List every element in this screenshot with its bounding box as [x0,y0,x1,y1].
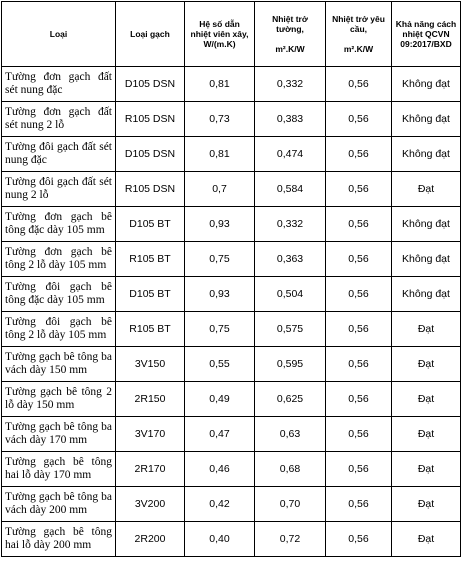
cell-brick-type: 2R150 [116,382,185,417]
cell-wall-resistance: 0,474 [255,137,326,172]
cell-wall-type: Tường đôi gạch bê tông 2 lỗ dày 105 mm [2,312,116,347]
table-body [2,67,461,557]
cell-brick-type: D105 BT [116,207,185,242]
cell-wall-type: Tường gạch bê tông hai lỗ dày 170 mm [2,452,116,487]
table-row [2,172,461,207]
cell-wall-type: Tường gạch bê tông 2 lỗ dày 150 mm [2,382,116,417]
cell-wall-resistance: 0,72 [255,522,326,557]
cell-result: Không đạt [392,277,461,312]
table-row [2,312,461,347]
cell-result: Không đạt [392,67,461,102]
cell-wall-type: Tường đôi gạch đất sét nung 2 lỗ [2,172,116,207]
cell-conductivity: 0,75 [185,242,255,277]
cell-wall-resistance: 0,595 [255,347,326,382]
cell-result: Đạt [392,172,461,207]
cell-conductivity: 0,47 [185,417,255,452]
cell-wall-resistance: 0,63 [255,417,326,452]
cell-result: Đạt [392,417,461,452]
cell-brick-type: 2R170 [116,452,185,487]
cell-result: Đạt [392,522,461,557]
header-brick-type: Loại gạch [116,2,185,67]
table-row [2,487,461,522]
header-conductivity [185,2,255,67]
cell-wall-resistance: 0,383 [255,102,326,137]
table-row [2,277,461,312]
cell-conductivity: 0,40 [185,522,255,557]
cell-required-resistance: 0,56 [326,137,392,172]
cell-required-resistance: 0,56 [326,102,392,137]
cell-wall-type: Tường gạch bê tông ba vách dày 150 mm [2,347,116,382]
table-row [2,522,461,557]
cell-required-resistance: 0,56 [326,207,392,242]
cell-wall-type: Tường gạch bê tông hai lỗ dày 200 mm [2,522,116,557]
header-wall-resistance-unit: m².K/W [275,44,305,54]
cell-required-resistance: 0,56 [326,452,392,487]
cell-conductivity: 0,93 [185,207,255,242]
table-row [2,207,461,242]
cell-required-resistance: 0,56 [326,382,392,417]
cell-brick-type: D105 DSN [116,67,185,102]
header-wall-resistance-label: Nhiệt trở tường, [272,14,308,34]
cell-wall-type: Tường gạch bê tông ba vách dày 170 mm [2,417,116,452]
cell-result: Không đạt [392,102,461,137]
cell-required-resistance: 0,56 [326,522,392,557]
cell-wall-type: Tường đơn gạch bê tông 2 lỗ dày 105 mm [2,242,116,277]
cell-conductivity: 0,93 [185,277,255,312]
header-conductivity-label: Hệ số dẫn nhiệt viên xây, [190,19,249,39]
cell-wall-resistance: 0,70 [255,487,326,522]
cell-brick-type: 3V200 [116,487,185,522]
cell-result: Đạt [392,382,461,417]
cell-conductivity: 0,73 [185,102,255,137]
header-type: Loại [2,2,116,67]
cell-wall-resistance: 0,68 [255,452,326,487]
table-row [2,452,461,487]
header-required-resistance-label: Nhiệt trở yêu cầu, [332,14,385,34]
cell-conductivity: 0,46 [185,452,255,487]
cell-brick-type: 3V150 [116,347,185,382]
cell-result: Đạt [392,347,461,382]
cell-wall-type: Tường đơn gạch đất sét nung 2 lỗ [2,102,116,137]
cell-result: Không đạt [392,137,461,172]
header-required-resistance-unit: m².K/W [343,44,374,54]
cell-required-resistance: 0,56 [326,277,392,312]
table-row [2,347,461,382]
header-conductivity-unit: W/(m.K) [203,39,236,49]
cell-result: Không đạt [392,207,461,242]
cell-required-resistance: 0,56 [326,487,392,522]
cell-brick-type: R105 BT [116,312,185,347]
header-capability: Khả năng cách nhiệt QCVN 09:2017/BXD [392,2,461,67]
cell-wall-type: Tường đôi gạch bê tông đặc dày 105 mm [2,277,116,312]
cell-wall-resistance: 0,332 [255,67,326,102]
cell-conductivity: 0,55 [185,347,255,382]
cell-wall-type: Tường đôi gạch đất sét nung đặc [2,137,116,172]
cell-conductivity: 0,81 [185,67,255,102]
cell-wall-resistance: 0,625 [255,382,326,417]
cell-wall-type: Tường gạch bê tông ba vách dày 200 mm [2,487,116,522]
cell-result: Đạt [392,487,461,522]
cell-wall-resistance: 0,584 [255,172,326,207]
cell-conductivity: 0,42 [185,487,255,522]
cell-result: Đạt [392,312,461,347]
cell-conductivity: 0,75 [185,312,255,347]
cell-wall-resistance: 0,504 [255,277,326,312]
table-row [2,102,461,137]
cell-result: Đạt [392,452,461,487]
cell-required-resistance: 0,56 [326,172,392,207]
header-required-resistance [326,2,392,67]
cell-wall-type: Tường đơn gạch bê tông đặc dày 105 mm [2,207,116,242]
table-row [2,417,461,452]
cell-required-resistance: 0,56 [326,242,392,277]
cell-required-resistance: 0,56 [326,312,392,347]
insulation-table [1,1,461,557]
cell-result: Không đạt [392,242,461,277]
cell-required-resistance: 0,56 [326,417,392,452]
cell-wall-resistance: 0,332 [255,207,326,242]
cell-wall-resistance: 0,575 [255,312,326,347]
table-row [2,67,461,102]
header-wall-resistance [255,2,326,67]
header-row [2,2,461,67]
cell-conductivity: 0,49 [185,382,255,417]
cell-required-resistance: 0,56 [326,67,392,102]
cell-conductivity: 0,7 [185,172,255,207]
cell-conductivity: 0,81 [185,137,255,172]
cell-wall-resistance: 0,363 [255,242,326,277]
table-row [2,137,461,172]
cell-brick-type: R105 BT [116,242,185,277]
cell-brick-type: R105 DSN [116,102,185,137]
cell-brick-type: D105 DSN [116,137,185,172]
cell-required-resistance: 0,56 [326,347,392,382]
cell-brick-type: 2R200 [116,522,185,557]
cell-brick-type: R105 DSN [116,172,185,207]
cell-brick-type: 3V170 [116,417,185,452]
cell-brick-type: D105 BT [116,277,185,312]
cell-wall-type: Tường đơn gạch đất sét nung đặc [2,67,116,102]
table-row [2,382,461,417]
table-row [2,242,461,277]
